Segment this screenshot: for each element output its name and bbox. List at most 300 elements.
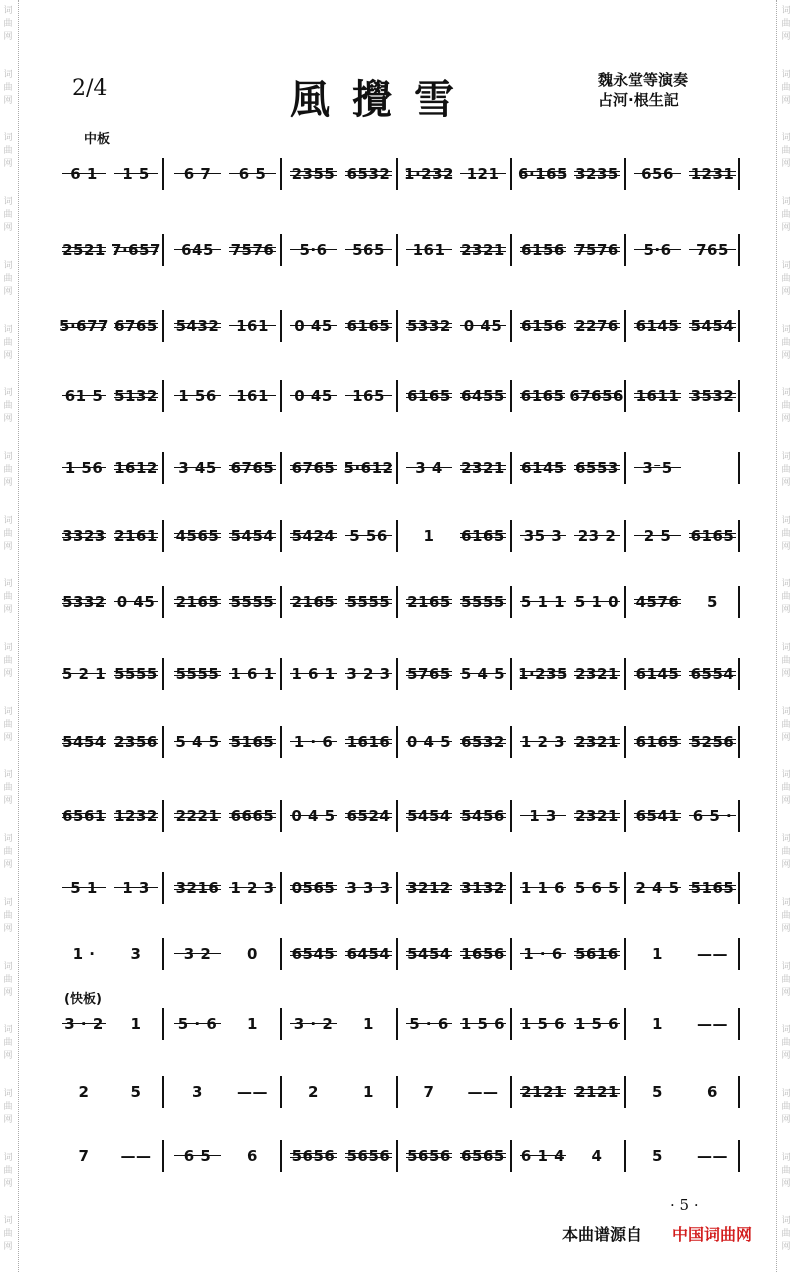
barline	[396, 1008, 398, 1040]
measure	[516, 932, 624, 976]
barline	[624, 658, 626, 690]
measure	[630, 514, 740, 558]
tempo-mark-moderato: 中板	[84, 132, 111, 147]
measure	[170, 1002, 280, 1046]
watermark-char: 曲	[781, 528, 791, 539]
measure	[516, 304, 624, 348]
watermark-char: 网	[3, 1114, 13, 1125]
beat: 6165	[456, 527, 510, 545]
beat: 6156	[516, 241, 570, 259]
beat: 5454	[402, 945, 456, 963]
score-line	[58, 794, 742, 838]
beat: 3532	[685, 387, 740, 405]
barline	[280, 1140, 282, 1172]
measure	[402, 446, 510, 490]
beat: 121	[456, 165, 510, 183]
beat: 2 4 5	[630, 879, 685, 897]
beat: 1 5 6	[456, 1015, 510, 1033]
watermark-char: 曲	[3, 464, 13, 475]
beat: 5	[707, 593, 718, 611]
beat: 0 45	[286, 387, 341, 405]
measure	[630, 794, 740, 838]
watermark-char: 词	[3, 643, 13, 654]
beat: 2121	[570, 1083, 624, 1101]
score-line	[58, 1134, 742, 1178]
beat: 2	[308, 1083, 319, 1101]
watermark-char: 词	[781, 515, 791, 526]
barline	[624, 586, 626, 618]
beat: 6 5	[225, 165, 280, 183]
measure	[402, 652, 510, 696]
measure	[170, 152, 280, 196]
score-line	[58, 514, 742, 558]
beat: 1 6 1	[286, 665, 341, 683]
watermark-char: 曲	[781, 401, 791, 412]
watermark-char: 网	[3, 350, 13, 361]
watermark-char: 网	[3, 732, 13, 743]
site-name[interactable]: 中国词曲网	[672, 1225, 753, 1244]
measure	[516, 1134, 624, 1178]
measure	[58, 1002, 162, 1046]
beat: 5656	[341, 1147, 396, 1165]
beat: 3 · 2	[286, 1015, 341, 1033]
watermark-char: 网	[3, 95, 13, 106]
barline	[162, 800, 164, 832]
measure	[286, 580, 396, 624]
watermark-char: 网	[3, 1178, 13, 1189]
page-number: · 5 ·	[670, 1196, 699, 1214]
measure	[630, 720, 740, 764]
watermark-char: 词	[3, 770, 13, 781]
barline	[738, 1076, 740, 1108]
beat: 67656	[569, 387, 624, 405]
beat: 3	[192, 1083, 203, 1101]
barline	[624, 452, 626, 484]
measure	[286, 866, 396, 910]
beat: 6 1	[58, 165, 110, 183]
beat: 6156	[516, 317, 570, 335]
watermark-char: 网	[781, 159, 791, 170]
beat: 61 5	[58, 387, 110, 405]
beat: 0 4 5	[402, 733, 456, 751]
beat: 5 4 5	[456, 665, 510, 683]
measure	[516, 446, 624, 490]
barline	[738, 520, 740, 552]
measure	[630, 1002, 740, 1046]
barline	[162, 1076, 164, 1108]
beat: 1612	[110, 459, 162, 477]
watermark-char: 曲	[781, 82, 791, 93]
measure	[516, 152, 624, 196]
beat: 161	[402, 241, 456, 259]
beat: 6532	[456, 733, 510, 751]
left-border-rule	[18, 0, 19, 1272]
watermark-char: 网	[3, 605, 13, 616]
barline	[162, 872, 164, 904]
barline	[162, 658, 164, 690]
beat: ——	[120, 1147, 152, 1165]
beat: 5456	[456, 807, 510, 825]
watermark-char: 曲	[3, 1229, 13, 1240]
barline	[624, 1008, 626, 1040]
score-line	[58, 652, 742, 696]
barline	[738, 234, 740, 266]
measure	[170, 794, 280, 838]
watermark-char: 曲	[3, 19, 13, 29]
measure	[630, 152, 740, 196]
measure	[402, 866, 510, 910]
beat: 0 45	[456, 317, 510, 335]
beat: 6 1 4	[516, 1147, 570, 1165]
beat: 6165	[341, 317, 396, 335]
beat: 3216	[170, 879, 225, 897]
beat: 2521	[58, 241, 110, 259]
watermark-char: 曲	[781, 19, 791, 29]
watermark-char: 曲	[3, 337, 13, 348]
beat: 5	[652, 1083, 663, 1101]
beat: 1	[652, 1015, 663, 1033]
barline	[624, 1140, 626, 1172]
beat: 6454	[341, 945, 396, 963]
measure	[402, 228, 510, 272]
measure	[630, 304, 740, 348]
watermark-char: 曲	[3, 847, 13, 858]
beat: 565	[341, 241, 396, 259]
barline	[510, 310, 512, 342]
barline	[510, 380, 512, 412]
beat: 2 5	[630, 527, 685, 545]
beat: 4	[591, 1147, 603, 1165]
watermark-char: 词	[781, 961, 791, 972]
beat: ——	[467, 1083, 499, 1101]
beat: 6·165	[516, 165, 570, 183]
beat: 2321	[456, 459, 510, 477]
barline	[624, 380, 626, 412]
measure	[286, 1134, 396, 1178]
measure	[286, 152, 396, 196]
watermark-char: 网	[781, 286, 791, 297]
beat: 161	[225, 387, 280, 405]
watermark-char: 网	[3, 1051, 13, 1062]
measure	[630, 652, 740, 696]
barline	[624, 726, 626, 758]
barline	[280, 658, 282, 690]
barline	[280, 800, 282, 832]
measure	[58, 1134, 162, 1178]
watermark-char: 曲	[781, 146, 791, 157]
watermark-char: 曲	[781, 847, 791, 858]
barline	[162, 726, 164, 758]
barline	[738, 1008, 740, 1040]
beat: 1611	[630, 387, 685, 405]
beat: 1·232	[402, 165, 456, 183]
beat: 5165	[685, 879, 740, 897]
barline	[280, 1076, 282, 1108]
beat: ——	[697, 945, 728, 963]
beat: 165	[341, 387, 396, 405]
barline	[396, 520, 398, 552]
measure	[58, 152, 162, 196]
watermark-char: 曲	[3, 656, 13, 667]
beat: 3 2 3	[341, 665, 396, 683]
measure	[58, 932, 162, 976]
watermark-char: 词	[3, 834, 13, 845]
barline	[510, 726, 512, 758]
score-line	[58, 932, 742, 976]
watermark-char: 网	[3, 414, 13, 425]
barline	[624, 520, 626, 552]
watermark-char: 词	[3, 197, 13, 208]
watermark-char: 曲	[3, 210, 13, 221]
barline	[280, 938, 282, 970]
beat: 2321	[570, 665, 624, 683]
watermark-char: 曲	[781, 656, 791, 667]
score-line	[58, 720, 742, 764]
beat: 5·6	[286, 241, 341, 259]
measure	[402, 1134, 510, 1178]
beat: 5765	[402, 665, 456, 683]
beat: 1 3	[516, 807, 570, 825]
beat: 6165	[685, 527, 740, 545]
beat: 1 3	[110, 879, 162, 897]
watermark-char: 词	[781, 133, 791, 144]
beat: 5	[130, 1083, 142, 1101]
beat: 6554	[685, 665, 740, 683]
watermark-char: 词	[781, 643, 791, 654]
beat: 6145	[516, 459, 570, 477]
beat: 5165	[225, 733, 280, 751]
watermark-char: 网	[3, 860, 13, 871]
watermark-char: 曲	[781, 719, 791, 730]
measure	[516, 228, 624, 272]
watermark-char: 词	[781, 197, 791, 208]
barline	[738, 1140, 740, 1172]
beat: ——	[697, 1147, 728, 1165]
beat: 2356	[110, 733, 162, 751]
measure	[516, 794, 624, 838]
watermark-char: 词	[781, 1025, 791, 1036]
watermark-char: 网	[3, 987, 13, 998]
measure	[516, 1002, 624, 1046]
beat: 7576	[225, 241, 280, 259]
barline	[396, 800, 398, 832]
measure	[58, 446, 162, 490]
beat: 5 · 6	[402, 1015, 456, 1033]
watermark-char: 词	[3, 6, 13, 16]
measure	[402, 374, 510, 418]
beat: 6165	[516, 387, 569, 405]
beat: 2	[78, 1083, 90, 1101]
performer-credit: 魏永堂等演奏	[598, 71, 689, 89]
watermark-char: 曲	[3, 528, 13, 539]
credits	[598, 70, 688, 110]
watermark-char: 词	[781, 6, 791, 16]
beat: 5 56	[341, 527, 396, 545]
measure	[630, 374, 740, 418]
watermark-char: 曲	[3, 719, 13, 730]
watermark-char: 曲	[3, 592, 13, 603]
beat: 1 5	[110, 165, 162, 183]
watermark-char: 词	[781, 834, 791, 845]
measure	[58, 514, 162, 558]
watermark-char: 网	[781, 95, 791, 106]
barline	[396, 234, 398, 266]
beat: 5332	[402, 317, 456, 335]
beat: 7·657	[111, 241, 161, 259]
measure	[286, 1070, 396, 1114]
beat: 35 3	[516, 527, 570, 545]
measure	[286, 446, 396, 490]
score-line	[58, 866, 742, 910]
measure	[286, 794, 396, 838]
watermark-char: 网	[3, 1242, 13, 1253]
beat: 5555	[456, 593, 510, 611]
beat: 6455	[456, 387, 510, 405]
watermark-char: 词	[781, 897, 791, 908]
watermark-char: 曲	[781, 1038, 791, 1049]
measure	[286, 514, 396, 558]
measure	[286, 932, 396, 976]
beat: 6 7	[170, 165, 225, 183]
beat: 2321	[570, 807, 624, 825]
barline	[510, 872, 512, 904]
beat: 6765	[286, 459, 341, 477]
watermark-char: 曲	[3, 1038, 13, 1049]
watermark-char: 网	[3, 796, 13, 807]
measure	[516, 720, 624, 764]
measure	[58, 304, 162, 348]
beat: 5 · 6	[170, 1015, 225, 1033]
measure	[170, 932, 280, 976]
barline	[396, 586, 398, 618]
measure	[286, 1002, 396, 1046]
measure	[170, 652, 280, 696]
beat: 2355	[286, 165, 341, 183]
barline	[510, 1008, 512, 1040]
measure	[402, 794, 510, 838]
barline	[396, 1076, 398, 1108]
watermark-char: 曲	[781, 210, 791, 221]
barline	[510, 158, 512, 190]
beat: 5 6 5	[570, 879, 624, 897]
beat: 3212	[402, 879, 456, 897]
watermark-char: 词	[3, 706, 13, 717]
measure	[170, 866, 280, 910]
watermark-char: 词	[3, 579, 13, 590]
beat: 2321	[570, 733, 624, 751]
beat: 6765	[110, 317, 162, 335]
beat: 5	[652, 1147, 663, 1165]
barline	[396, 872, 398, 904]
barline	[280, 158, 282, 190]
left-watermark-strip	[0, 0, 16, 1278]
barline	[162, 452, 164, 484]
watermark-char: 网	[781, 860, 791, 871]
watermark-char: 曲	[3, 146, 13, 157]
barline	[624, 1076, 626, 1108]
beat: 6524	[341, 807, 396, 825]
barline	[738, 938, 740, 970]
watermark-char: 网	[781, 477, 791, 488]
barline	[280, 1008, 282, 1040]
barline	[510, 800, 512, 832]
beat: 5432	[170, 317, 225, 335]
watermark-char: 网	[781, 987, 791, 998]
measure	[170, 374, 280, 418]
measure	[630, 446, 740, 490]
watermark-char: 曲	[781, 1165, 791, 1176]
barline	[738, 872, 740, 904]
beat: 3 3 3	[341, 879, 396, 897]
watermark-char: 网	[781, 923, 791, 934]
beat: 5 1	[58, 879, 110, 897]
watermark-char: 网	[781, 605, 791, 616]
beat: 23 2	[570, 527, 624, 545]
watermark-char: 网	[781, 32, 791, 42]
barline	[280, 310, 282, 342]
watermark-char: 曲	[781, 592, 791, 603]
barline	[738, 586, 740, 618]
barline	[280, 520, 282, 552]
barline	[280, 380, 282, 412]
barline	[162, 1140, 164, 1172]
beat: 1 · 6	[286, 733, 341, 751]
watermark-char: 词	[3, 1088, 13, 1099]
measure	[170, 1134, 280, 1178]
right-border-rule	[776, 0, 777, 1272]
beat: 656	[630, 165, 685, 183]
barline	[280, 452, 282, 484]
barline	[396, 310, 398, 342]
measure	[630, 580, 740, 624]
watermark-char: 词	[781, 770, 791, 781]
measure	[402, 152, 510, 196]
beat: 2161	[110, 527, 162, 545]
score-line	[58, 152, 742, 196]
beat: 1	[363, 1015, 374, 1033]
beat: 5132	[110, 387, 162, 405]
barline	[510, 586, 512, 618]
score-line	[58, 580, 742, 624]
beat: 2321	[456, 241, 510, 259]
barline	[162, 520, 164, 552]
measure	[170, 228, 280, 272]
beat: 161	[225, 317, 280, 335]
watermark-char: 词	[781, 451, 791, 462]
watermark-char: 词	[3, 69, 13, 80]
beat: 5424	[286, 527, 341, 545]
score-line	[58, 446, 742, 490]
barline	[280, 586, 282, 618]
barline	[624, 872, 626, 904]
measure	[58, 1070, 162, 1114]
barline	[624, 938, 626, 970]
barline	[396, 452, 398, 484]
watermark-char: 曲	[3, 1101, 13, 1112]
beat: 1 56	[58, 459, 110, 477]
watermark-char: 网	[781, 1051, 791, 1062]
measure	[630, 228, 740, 272]
beat: 4576	[630, 593, 685, 611]
watermark-char: 网	[781, 414, 791, 425]
barline	[396, 158, 398, 190]
beat: 5 4 5	[170, 733, 225, 751]
beat: 1·235	[516, 665, 570, 683]
watermark-char: 词	[3, 451, 13, 462]
beat: 6165	[630, 733, 685, 751]
watermark-char: 网	[3, 223, 13, 234]
piece-title: 風攪雪	[290, 76, 476, 123]
